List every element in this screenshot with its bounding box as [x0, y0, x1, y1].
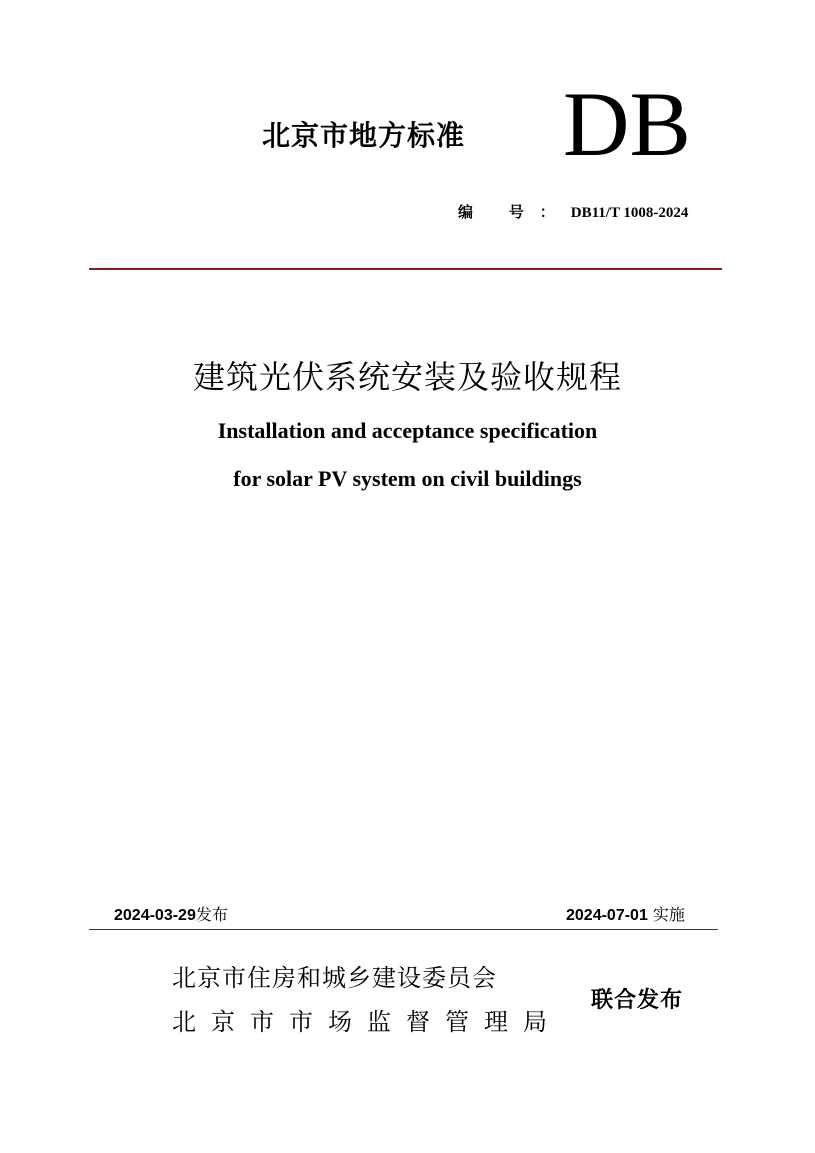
effective-date [566, 902, 685, 925]
db-mark: DB [563, 73, 691, 175]
title-chinese: 建筑光伏系统安装及验收规程 [192, 358, 622, 396]
publish-date-suffix: 发布 [195, 905, 228, 924]
issuer-line1: 北京市住房和城乡建设委员会 [172, 964, 497, 992]
issuer-line2: 北京市市场监督管理局 [172, 1008, 562, 1036]
joint-release-label: 联合发布 [591, 988, 684, 1013]
publish-date [114, 902, 228, 925]
bottom-divider [89, 929, 718, 930]
top-divider [89, 268, 722, 270]
publish-date-value: 2024-03-29 [114, 907, 196, 924]
standard-code [458, 201, 688, 222]
standard-type-heading: 北京市地方标准 [262, 119, 466, 152]
standard-code-label: 编 号： [458, 205, 571, 221]
effective-date-value: 2024-07-01 [566, 907, 648, 924]
title-english-line2: for solar PV system on civil buildings [233, 466, 582, 491]
standard-code-value: DB11/T 1008-2024 [570, 205, 689, 221]
title-english-line1: Installation and acceptance specification [217, 418, 598, 443]
effective-date-suffix: 实施 [647, 905, 685, 924]
